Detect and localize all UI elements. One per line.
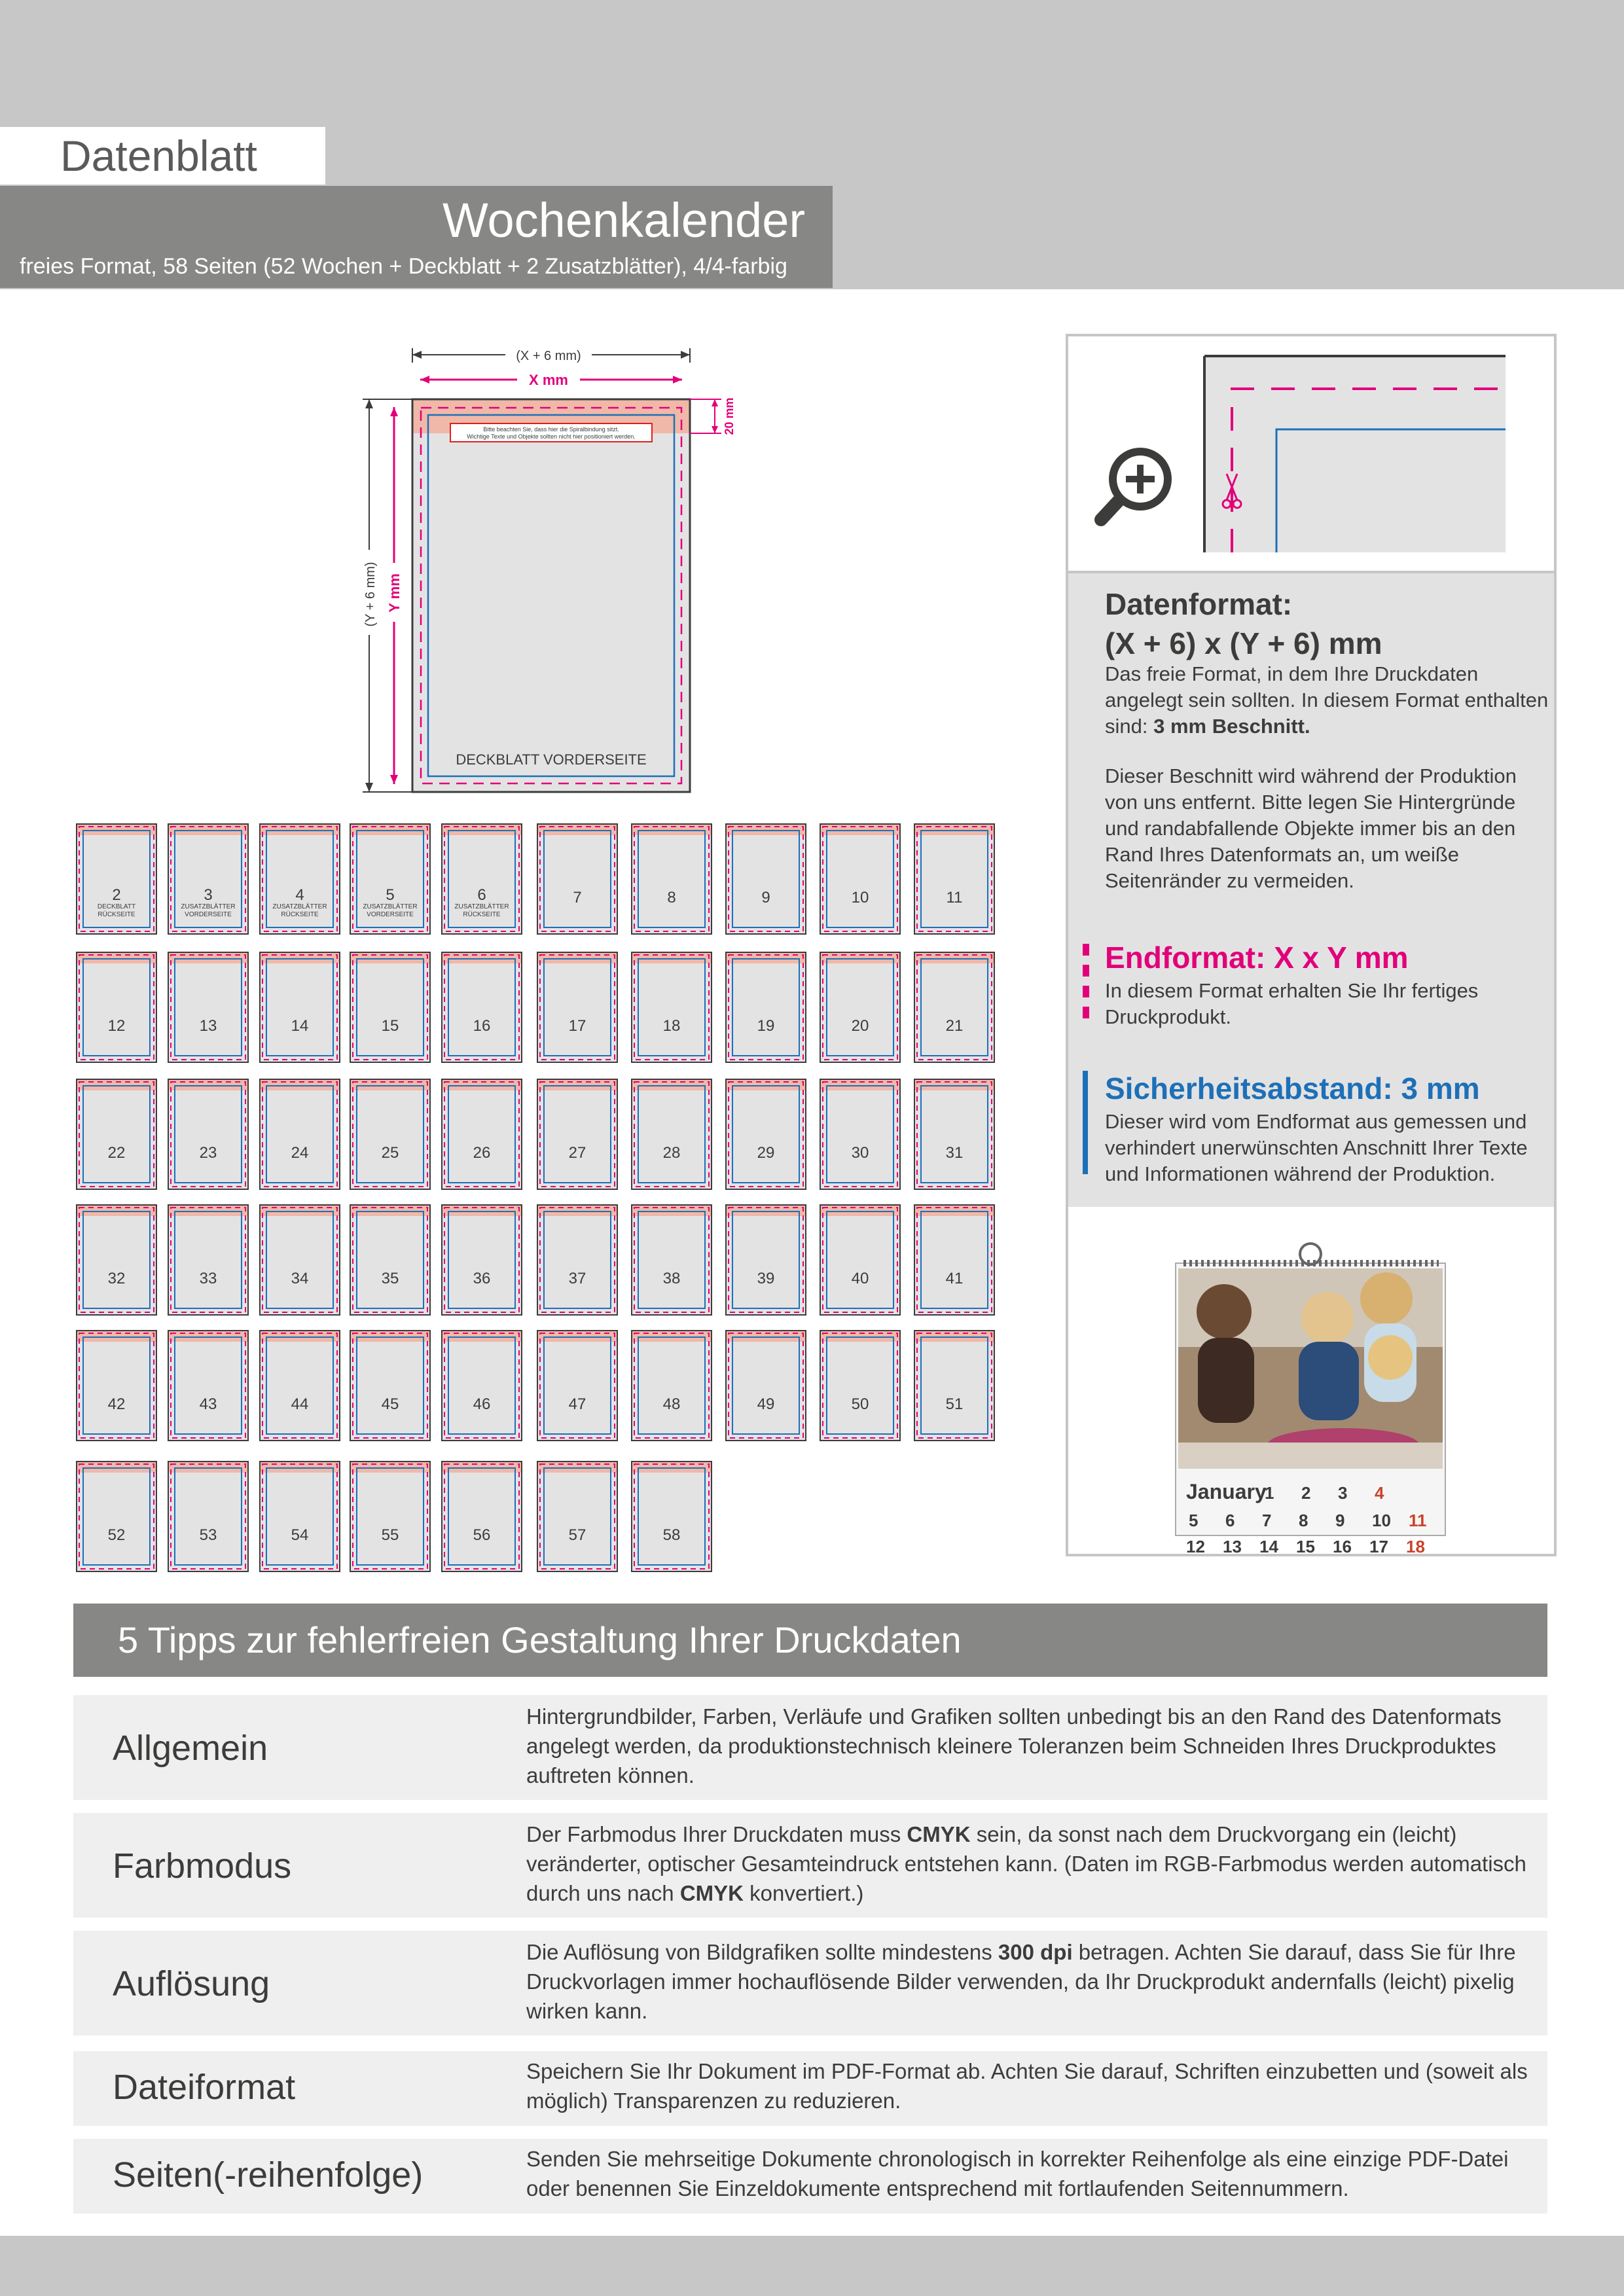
tip-title: Seiten(-reihenfolge)	[113, 2155, 424, 2195]
page-number: 32	[107, 1270, 126, 1287]
page-number: 25	[381, 1144, 399, 1162]
datenformat-formula: (X + 6) x (Y + 6) mm	[1105, 626, 1382, 660]
doc-label: Datenblatt	[0, 127, 325, 185]
page-number: 14	[291, 1017, 309, 1035]
page-number: 49	[757, 1395, 775, 1413]
page-subtitle: freies Format, 58 Seiten (52 Wochen + Deckblatt + 2 Zusatzblätter), 4/4-farbig	[20, 254, 787, 279]
page-number: 16	[473, 1017, 491, 1035]
calendar-day: 10	[1372, 1511, 1391, 1530]
page-thumbnails	[76, 823, 992, 1583]
page-thumb	[537, 823, 618, 935]
page-number: 52	[107, 1526, 126, 1544]
page-number: 15	[381, 1017, 399, 1035]
page-thumb	[76, 1330, 157, 1441]
tip-text: Der Farbmodus Ihrer Druckdaten muss CMYK sein, da sonst nach dem Druckvorgang ein (leicht) veränderter, optischer Gesamteindruck entstehen kann. (Daten im RGB-Farbmodus werden automatisch durch uns nach CMYK konvertiert.)	[526, 1822, 1526, 1905]
calendar-day: 9	[1335, 1511, 1345, 1530]
page-thumb	[441, 1079, 522, 1190]
page-thumb	[441, 952, 522, 1063]
page-thumb	[441, 1330, 522, 1441]
page-thumb	[914, 1204, 995, 1316]
sicherheit-title: Sicherheitsabstand: 3 mm	[1105, 1071, 1480, 1105]
page-thumb	[820, 1079, 901, 1190]
page-number: 29	[757, 1144, 775, 1162]
page-thumb	[820, 823, 901, 935]
page-number: 47	[568, 1395, 586, 1413]
inner-height-label: Y mm	[386, 573, 403, 613]
page-number: 30	[851, 1144, 869, 1162]
page-thumb	[259, 823, 340, 935]
page-number: 6	[477, 886, 486, 904]
calendar-day: 5	[1189, 1511, 1199, 1530]
page-number: 35	[381, 1270, 399, 1287]
page-thumb	[168, 952, 249, 1063]
page-number: 17	[568, 1017, 586, 1035]
inner-width-label: X mm	[529, 372, 568, 388]
page-thumb	[537, 1204, 618, 1316]
page-thumb	[76, 823, 157, 935]
page-number: 31	[945, 1144, 964, 1162]
page-number: 54	[291, 1526, 309, 1544]
page-thumb	[914, 1330, 995, 1441]
page-number: 41	[945, 1270, 964, 1287]
spiral-height-label: 20 mm	[723, 397, 736, 435]
page-thumb	[168, 1204, 249, 1316]
page-sublabel: DECKBLATT RÜCKSEITE	[97, 903, 136, 918]
calendar-day: 12	[1186, 1537, 1205, 1554]
page-thumb	[537, 952, 618, 1063]
page-number: 12	[107, 1017, 126, 1035]
page-thumb	[725, 1330, 806, 1441]
spiral-binding	[1183, 1244, 1439, 1265]
page-thumb	[820, 952, 901, 1063]
calendar-day: 11	[1409, 1511, 1427, 1530]
page-number: 37	[568, 1270, 586, 1287]
page-number: 48	[662, 1395, 681, 1413]
title-box	[0, 186, 833, 288]
zoom-icon	[1101, 448, 1172, 520]
tip-title: Dateiformat	[113, 2068, 296, 2107]
tip-text: Die Auflösung von Bildgrafiken sollte mindestens 300 dpi betragen. Achten Sie darauf, dass Sie für Ihre Druckvorlagen immer hochauflösende Bilder verwenden, da Ihr Druckprodukt andernfalls (leicht) pixelig wirken kann.	[526, 1940, 1516, 2023]
page-thumb	[350, 823, 431, 935]
page-thumb	[259, 1204, 340, 1316]
page-number: 44	[291, 1395, 309, 1413]
page-sublabel: ZUSATZBLÄTTER RÜCKSEITE	[454, 903, 509, 918]
page-number: 11	[946, 889, 963, 906]
spiral-note-2: Wichtige Texte und Objekte sollten nicht hier positioniert werden.	[467, 433, 636, 440]
page-number: 22	[107, 1144, 126, 1162]
calendar-day: 6	[1225, 1511, 1235, 1530]
page-thumb	[168, 1461, 249, 1572]
tips-heading: 5 Tipps zur fehlerfreien Gestaltung Ihrer Druckdaten	[73, 1604, 1547, 1677]
spiral-note-1: Bitte beachten Sie, dass hier die Spiralbindung sitzt.	[483, 426, 619, 433]
page-thumb	[441, 1461, 522, 1572]
page-number: 9	[761, 889, 770, 906]
sicherheit-text: Dieser wird vom Endformat aus gemessen und verhindert unerwünschten Anschnitt Ihrer Texte und Informationen während der Produktion.	[1105, 1110, 1528, 1185]
page-thumb	[76, 952, 157, 1063]
page-number: 42	[107, 1395, 126, 1413]
page-number: 23	[199, 1144, 217, 1162]
endformat-title: Endformat: X x Y mm	[1105, 941, 1409, 975]
page-number: 19	[757, 1017, 775, 1035]
calendar-day: 15	[1296, 1537, 1315, 1554]
calendar-day: 7	[1262, 1511, 1272, 1530]
outer-width-label: (X + 6 mm)	[516, 349, 581, 363]
page-thumb	[76, 1204, 157, 1316]
page-number: 40	[851, 1270, 869, 1287]
page-thumb	[259, 1461, 340, 1572]
page-thumb	[537, 1330, 618, 1441]
page-thumb	[537, 1079, 618, 1190]
page-thumb	[350, 952, 431, 1063]
page-sublabel: ZUSATZBLÄTTER RÜCKSEITE	[272, 903, 327, 918]
calendar-day: 4	[1375, 1483, 1384, 1503]
page-number: 43	[199, 1395, 217, 1413]
page-thumb	[725, 823, 806, 935]
page-thumb	[914, 952, 995, 1063]
calendar-day: 3	[1338, 1483, 1348, 1503]
page-number: 38	[662, 1270, 681, 1287]
sicherheit-marker	[1083, 1071, 1088, 1174]
beschnitt-text: Dieser Beschnitt wird während der Produktion von uns entfernt. Bitte legen Sie Hintergründe und randabfallende Objekte immer bis an den Rand Ihres Datenformats an, um weiße Seitenränder zu vermeiden.	[1105, 764, 1517, 892]
tip-row	[73, 2051, 1547, 2126]
endformat-marker	[1081, 944, 1091, 1022]
page-thumb	[76, 1079, 157, 1190]
page-number: 50	[851, 1395, 869, 1413]
page-thumb	[725, 1079, 806, 1190]
tip-text: Senden Sie mehrseitige Dokumente chronologisch in korrekter Reihenfolge als eine einzige PDF-Datei oder benennen Sie Einzeldokumente entsprechend mit fortlaufenden Seitennummern.	[526, 2147, 1509, 2200]
page-thumb	[820, 1204, 901, 1316]
tip-row	[73, 1813, 1547, 1918]
tip-text: Hintergrundbilder, Farben, Verläufe und Grafiken sollten unbedingt bis an den Rand des Datenformats angelegt werden, da produktionstechnisch kleinere Toleranzen beim Schneiden Ihres Druckproduktes auftreten können.	[526, 1704, 1502, 1787]
calendar-day: 1	[1265, 1483, 1274, 1503]
page-number: 53	[199, 1526, 217, 1544]
tip-title: Allgemein	[113, 1729, 268, 1768]
page-number: 34	[291, 1270, 309, 1287]
page-number: 46	[473, 1395, 491, 1413]
page-number: 13	[199, 1017, 217, 1035]
page-thumb	[259, 1079, 340, 1190]
endformat-text: In diesem Format erhalten Sie Ihr fertiges Druckprodukt.	[1105, 979, 1479, 1028]
tip-title: Farbmodus	[113, 1846, 292, 1886]
calendar-day: 14	[1259, 1537, 1278, 1554]
calendar-day: 2	[1301, 1483, 1311, 1503]
page-number: 56	[473, 1526, 491, 1544]
page-thumb	[725, 1204, 806, 1316]
datenformat-title: Datenformat:	[1105, 587, 1293, 621]
page-thumb	[631, 1330, 712, 1441]
page-number: 39	[757, 1270, 775, 1287]
page-number: 24	[291, 1144, 309, 1162]
calendar-day: 18	[1406, 1537, 1425, 1554]
page-thumb	[631, 1079, 712, 1190]
page-thumb	[631, 1204, 712, 1316]
page-thumb	[168, 1079, 249, 1190]
page-thumb	[631, 1461, 712, 1572]
tip-row	[73, 1695, 1547, 1800]
page-thumb	[725, 952, 806, 1063]
calendar-day: 16	[1333, 1537, 1352, 1554]
tip-row	[73, 1931, 1547, 2036]
page-thumb	[350, 1204, 431, 1316]
page-thumb	[631, 952, 712, 1063]
page-number: 4	[295, 886, 304, 904]
page-thumb	[168, 1330, 249, 1441]
page-number: 7	[573, 889, 582, 906]
page-number: 36	[473, 1270, 491, 1287]
page-number: 45	[381, 1395, 399, 1413]
calendar-month: January	[1186, 1480, 1267, 1503]
tip-text: Speichern Sie Ihr Dokument im PDF-Format ab. Achten Sie darauf, Schriften einzubetten und (soweit als möglich) Transparenzen zu reduzieren.	[526, 2059, 1528, 2113]
page-number: 55	[381, 1526, 399, 1544]
page-thumb	[537, 1461, 618, 1572]
bottom-band	[0, 2236, 1624, 2296]
page-thumb	[168, 823, 249, 935]
page-number: 27	[568, 1144, 586, 1162]
page-thumb	[441, 823, 522, 935]
page-sublabel: ZUSATZBLÄTTER VORDERSEITE	[363, 903, 418, 918]
format-info	[1068, 571, 1554, 1210]
page-thumb	[820, 1330, 901, 1441]
page-thumb	[350, 1079, 431, 1190]
tip-row	[73, 2139, 1547, 2214]
page-number: 3	[204, 886, 213, 904]
page-number: 20	[851, 1017, 869, 1035]
page-thumb	[631, 823, 712, 935]
outer-height-label: (Y + 6 mm)	[363, 562, 378, 627]
calendar-day: 17	[1369, 1537, 1388, 1554]
page-number: 51	[945, 1395, 964, 1413]
page-thumb	[914, 1079, 995, 1190]
page-thumb	[914, 823, 995, 935]
page-number: 57	[568, 1526, 586, 1544]
zoom-detail	[1068, 336, 1554, 571]
page-thumb	[259, 952, 340, 1063]
page-number: 5	[386, 886, 395, 904]
info-panel	[1066, 334, 1557, 1556]
page-thumb	[76, 1461, 157, 1572]
page-number: 18	[662, 1017, 681, 1035]
page-number: 58	[662, 1526, 681, 1544]
family-photo	[1178, 1268, 1443, 1469]
page-title: Wochenkalender	[442, 193, 805, 247]
page-number: 21	[945, 1017, 964, 1035]
page-number: 2	[112, 886, 121, 904]
page-thumb	[441, 1204, 522, 1316]
page-thumb	[350, 1330, 431, 1441]
page-number: 8	[667, 889, 676, 906]
page-number: 26	[473, 1144, 491, 1162]
datenformat-text: Das freie Format, in dem Ihre Druckdaten angelegt sein sollten. In diesem Format enthalten sind: 3 mm Beschnitt.	[1105, 662, 1549, 738]
calendar-day: 13	[1223, 1537, 1242, 1554]
page-number: 33	[199, 1270, 217, 1287]
tip-title: Auflösung	[113, 1964, 270, 2003]
page-sublabel: ZUSATZBLÄTTER VORDERSEITE	[181, 903, 236, 918]
page-thumb	[259, 1330, 340, 1441]
page-number: 10	[851, 889, 869, 906]
page-thumb	[350, 1461, 431, 1572]
cover-label: DECKBLATT VORDERSEITE	[456, 751, 647, 768]
page-number: 28	[662, 1144, 681, 1162]
calendar-preview	[1068, 1207, 1554, 1554]
cover-diagram	[353, 340, 759, 798]
calendar-day: 8	[1299, 1511, 1308, 1530]
